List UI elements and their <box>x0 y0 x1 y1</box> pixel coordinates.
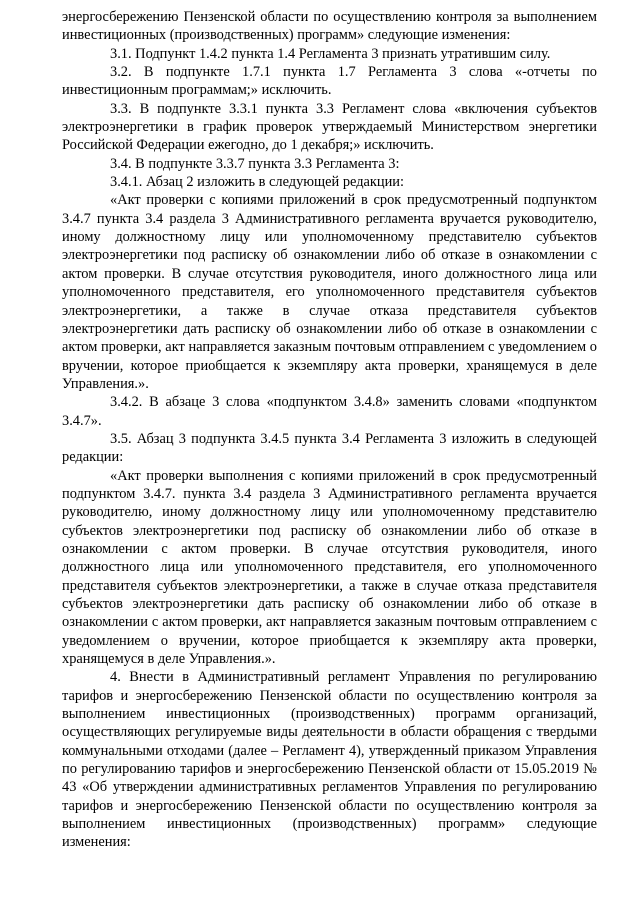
paragraph-3-4-1: 3.4.1. Абзац 2 изложить в следующей редакции: <box>110 174 405 191</box>
paragraph-quote-2: «Акт проверки выполнения с копиями приложений в срок предусмотренный подпунктом 3.4.7. пункта 3.4 раздела 3 Административного регламента вручается руководителю, иному должностному лицу или уполномоченному представителю субъектов электроэнергетики под расписку об ознакомлении либо об отказе в ознакомлении с актом проверки. В случае отсутствия руководителя, иного должностного лица или уполномоченного представителя, его уполномоченного представителя субъектов электроэнергетики, а также в случае отказа представителя субъектов электроэнергетики дать расписку об ознакомлении либо об отказе в ознакомлении с актом проверки, акт направляется заказным почтовым отправлением с уведомлением о вручении, которое приобщается к экземпляру акта проверки, хранящемуся в деле Управления.». <box>62 467 597 668</box>
paragraph-quote-1: «Акт проверки с копиями приложений в срок предусмотренный подпунктом 3.4.7 пункта 3.4 раздела 3 Административного регламента вручается руководителю, иному должностному лицу или уполномоченному представителю субъектов электроэнергетики под расписку об ознакомлении либо об отказе в ознакомлении с актом проверки. В случае отсутствия руководителя, иного должностного лица или уполномоченного представителя, его уполномоченного представителя субъектов электроэнергетики, а также в случае отказа представителя субъектов электроэнергетики дать расписку об ознакомлении либо об отказе в ознакомлении с актом проверки, акт направляется заказным почтовым отправлением с уведомлением о вручении, которое приобщается к экземпляру акта проверки, хранящемуся в деле Управления.». <box>62 192 597 392</box>
paragraph-3-1: 3.1. Подпункт 1.4.2 пункта 1.4 Регламента 3 признать утратившим силу. <box>110 45 551 62</box>
paragraph-3-4-2: 3.4.2. В абзаце 3 слова «подпунктом 3.4.8» заменить словами «подпунктом 3.4.7». <box>62 394 597 429</box>
paragraph-3-3: 3.3. В подпункте 3.3.1 пункта 3.3 Регламент слова «включения субъектов электроэнергетики в график проверок утверждаемый Министерством энергетики Российской Федерации ежегодно, до 1 декабря;» исключить. <box>62 100 597 154</box>
paragraph-3-5: 3.5. Абзац 3 подпункта 3.4.5 пункта 3.4 Регламента 3 изложить в следующей редакции: <box>62 430 597 466</box>
paragraph-3-4: 3.4. В подпункте 3.3.7 пункта 3.3 Регламента 3: <box>110 155 400 172</box>
paragraph-intro: энергосбережению Пензенской области по осуществлению контроля за выполнением инвестиционных (производственных) программ» следующие изменения: <box>62 9 597 44</box>
paragraph-4: 4. Внести в Административный регламент Управления по регулированию тарифов и энергосбережению Пензенской области по осуществлению контроля за выполнением инвестиционных (производственных) программ организаций, осуществляющих регулируемые виды деятельности в области обращения с твердыми коммунальными отходами (далее – Регламент 4), утвержденный приказом Управления по регулированию тарифов и энергосбережению Пензенской области от 15.05.2019 № 43 «Об утверждении административных регламентов Управления по регулированию тарифов и энергосбережению Пензенской области по осуществлению контроля за выполнением инвестиционных (производственных) программ» следующие изменения: <box>62 669 597 851</box>
paragraph-3-2: 3.2. В подпункте 1.7.1 пункта 1.7 Регламента 3 слова «-отчеты по инвестиционным программам;» исключить. <box>62 64 597 99</box>
